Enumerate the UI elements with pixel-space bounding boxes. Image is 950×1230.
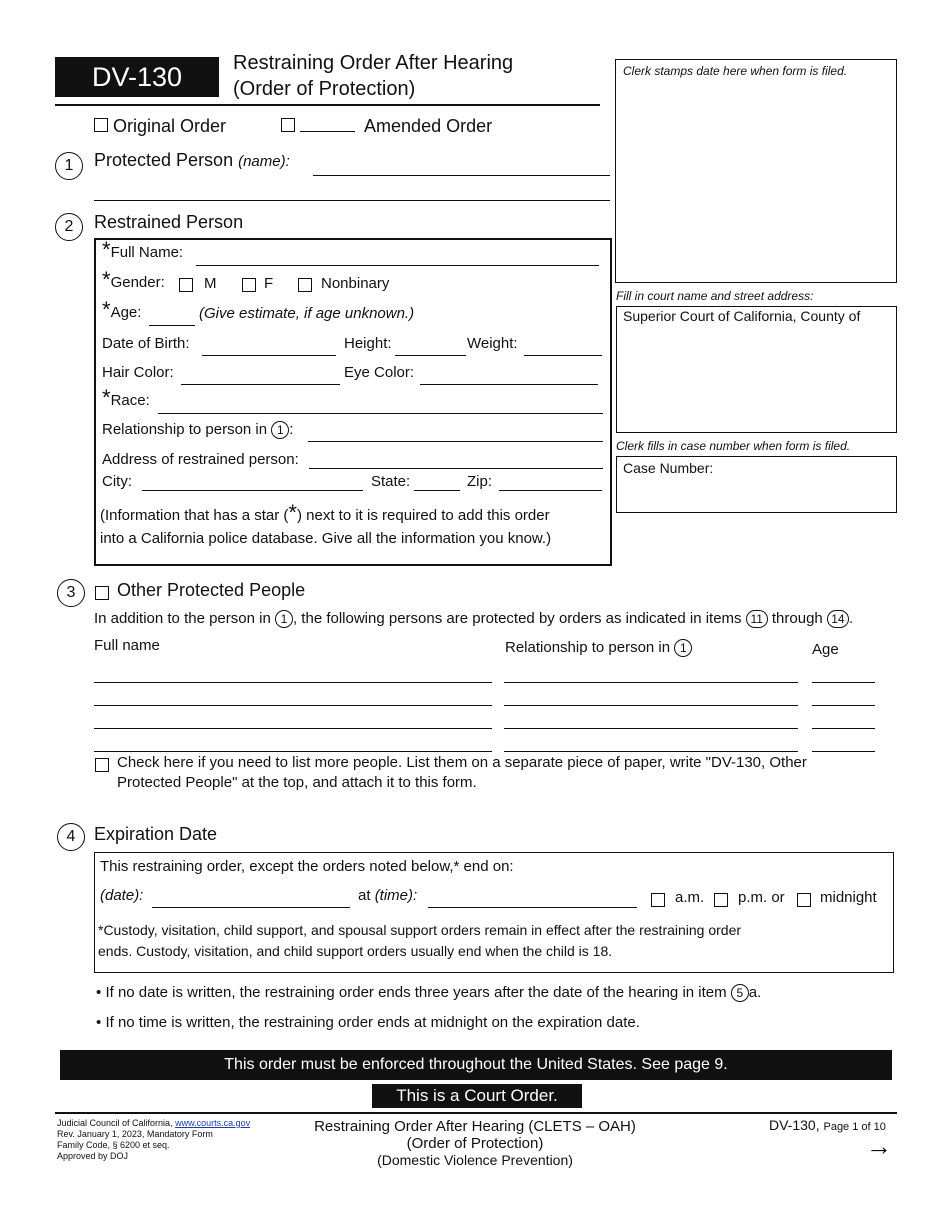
full-name-field[interactable]: [196, 265, 599, 266]
footer-title: Restraining Order After Hearing (CLETS – OAH) (Order of Protection) (Domestic Violence Prevention): [314, 1118, 636, 1168]
gender-f-checkbox[interactable]: [242, 278, 256, 292]
amended-order-blank[interactable]: [300, 117, 355, 132]
section-4-number: 4: [57, 823, 85, 851]
amended-order-label: Amended Order: [364, 116, 493, 136]
other-relationship-field[interactable]: [504, 751, 798, 752]
section-3-number: 3: [57, 579, 85, 607]
weight-label: Weight:: [467, 335, 518, 352]
gender-nonbinary-label: Nonbinary: [321, 275, 390, 292]
original-order-label: Original Order: [113, 116, 227, 136]
eye-color-label: Eye Color:: [344, 364, 415, 381]
address-field[interactable]: [309, 468, 603, 469]
case-number-box[interactable]: [616, 456, 897, 513]
age-field[interactable]: [149, 325, 195, 326]
pm-label: p.m. or: [738, 889, 785, 906]
midnight-label: midnight: [820, 889, 877, 906]
dob-label: Date of Birth:: [102, 335, 190, 352]
other-protected-checkbox[interactable]: [95, 586, 109, 600]
gender-m-checkbox[interactable]: [179, 278, 193, 292]
city-label: City:: [102, 473, 132, 490]
clerk-stamp-label: Clerk stamps date here when form is filed.: [623, 64, 848, 78]
other-relationship-field[interactable]: [504, 705, 798, 706]
other-name-field[interactable]: [94, 728, 492, 729]
address-label: Address of restrained person:: [102, 451, 299, 468]
restrained-person-heading: Restrained Person: [94, 212, 244, 232]
courts-link[interactable]: www.courts.ca.gov: [175, 1118, 251, 1128]
bullet-no-date: • If no date is written, the restraining order ends three years after the date of the hearing in item 5 a.: [96, 984, 762, 1001]
star-note-line1: (Information that has a star (*) next to it is required to add this order: [100, 500, 550, 525]
other-protected-heading: Other Protected People: [117, 580, 306, 600]
form-id-badge: DV-130: [55, 57, 219, 97]
zip-field[interactable]: [499, 490, 602, 491]
gender-nonbinary-checkbox[interactable]: [298, 278, 312, 292]
custody-note-line1: *Custody, visitation, child support, and spousal support orders remain in effect after the restraining order: [98, 922, 742, 938]
form-subtitle: (Order of Protection): [233, 78, 416, 100]
col-age: Age: [812, 641, 839, 658]
protected-person-name-field[interactable]: [313, 175, 610, 176]
relationship-field[interactable]: [308, 441, 603, 442]
midnight-checkbox[interactable]: [797, 893, 811, 907]
expiration-date-heading: Expiration Date: [94, 824, 218, 844]
race-field[interactable]: [158, 413, 603, 414]
header-rule: [55, 104, 600, 106]
court-address-value: Superior Court of California, County of: [623, 308, 861, 324]
pm-checkbox[interactable]: [714, 893, 728, 907]
city-field[interactable]: [142, 490, 363, 491]
weight-field[interactable]: [524, 355, 602, 356]
more-people-text-line2: Protected People" at the top, and attach it to this form.: [117, 774, 477, 791]
expiration-time-field[interactable]: [428, 907, 637, 908]
col-full-name: Full name: [94, 637, 160, 654]
expiration-date-field[interactable]: [152, 907, 350, 908]
footer-page: DV-130, Page 1 of 10: [769, 1117, 886, 1133]
protected-person-heading: Protected Person (name):: [94, 150, 290, 170]
other-age-field[interactable]: [812, 728, 875, 729]
relationship-label: Relationship to person in 1 :: [102, 421, 294, 438]
state-field[interactable]: [414, 490, 460, 491]
case-number-label: Case Number:: [623, 460, 714, 476]
more-people-text-line1: Check here if you need to list more people. List them on a separate piece of paper, write "DV-130, Other: [117, 754, 807, 771]
hair-color-label: Hair Color:: [102, 364, 174, 381]
form-title: Restraining Order After Hearing: [233, 52, 514, 74]
clerk-stamp-box: [615, 59, 897, 283]
section-1-number: 1: [55, 152, 83, 180]
case-number-hint: Clerk fills in case number when form is filed.: [616, 439, 851, 453]
other-relationship-field[interactable]: [504, 728, 798, 729]
footer-left: Judicial Council of California, www.courts.ca.gov Rev. January 1, 2023, Mandatory Form Family Code, § 6200 et seq. Approved by DOJ: [57, 1118, 251, 1161]
height-label: Height:: [344, 335, 392, 352]
expiration-date-label: (date):: [100, 887, 144, 904]
zip-label: Zip:: [467, 473, 493, 490]
height-field[interactable]: [395, 355, 466, 356]
expiration-intro: This restraining order, except the orders noted below,* end on:: [100, 858, 514, 875]
am-checkbox[interactable]: [651, 893, 665, 907]
original-order-option: [94, 116, 226, 137]
expiration-time-label: at (time):: [358, 887, 418, 904]
other-age-field[interactable]: [812, 705, 875, 706]
other-age-field[interactable]: [812, 682, 875, 683]
col-relationship: Relationship to person in 1: [505, 639, 692, 657]
section-2-number: 2: [55, 213, 83, 241]
custody-note-line2: ends. Custody, visitation, and child support orders usually end when the child is 18.: [98, 943, 613, 959]
footer-rule: [55, 1112, 897, 1114]
hair-color-field[interactable]: [181, 384, 340, 385]
next-page-arrow-icon[interactable]: →: [866, 1131, 892, 1161]
gender-m-label: M: [204, 275, 217, 292]
star-note-line2: into a California police database. Give all the information you know.): [100, 530, 552, 547]
court-address-label: Fill in court name and street address:: [616, 289, 814, 303]
eye-color-field[interactable]: [420, 384, 598, 385]
other-name-field[interactable]: [94, 705, 492, 706]
age-hint: (Give estimate, if age unknown.): [199, 305, 415, 322]
enforcement-banner: This order must be enforced throughout the United States. See page 9.: [60, 1050, 892, 1080]
amended-order-checkbox[interactable]: [281, 118, 295, 132]
other-name-field[interactable]: [94, 751, 492, 752]
am-label: a.m.: [675, 889, 705, 906]
other-relationship-field[interactable]: [504, 682, 798, 683]
race-label: *Race:: [102, 385, 150, 410]
gender-label: *Gender:: [102, 267, 165, 292]
bullet-no-time: • If no time is written, the restraining order ends at midnight on the expiration date.: [96, 1014, 640, 1031]
protected-person-name-field-2[interactable]: [94, 200, 610, 201]
original-order-checkbox[interactable]: [94, 118, 108, 132]
state-label: State:: [371, 473, 411, 490]
amended-order-option: [281, 116, 492, 137]
full-name-label: *Full Name:: [102, 237, 184, 262]
other-protected-intro: In addition to the person in 1 , the following persons are protected by orders as indicated in items 11 through 14 .: [94, 610, 854, 627]
more-people-checkbox[interactable]: [95, 758, 109, 772]
dob-field[interactable]: [202, 355, 336, 356]
court-address-box[interactable]: [616, 306, 897, 433]
age-label: *Age:: [102, 297, 142, 322]
gender-f-label: F: [264, 275, 274, 292]
court-order-banner: This is a Court Order.: [372, 1084, 582, 1108]
other-name-field[interactable]: [94, 682, 492, 683]
other-age-field[interactable]: [812, 751, 875, 752]
